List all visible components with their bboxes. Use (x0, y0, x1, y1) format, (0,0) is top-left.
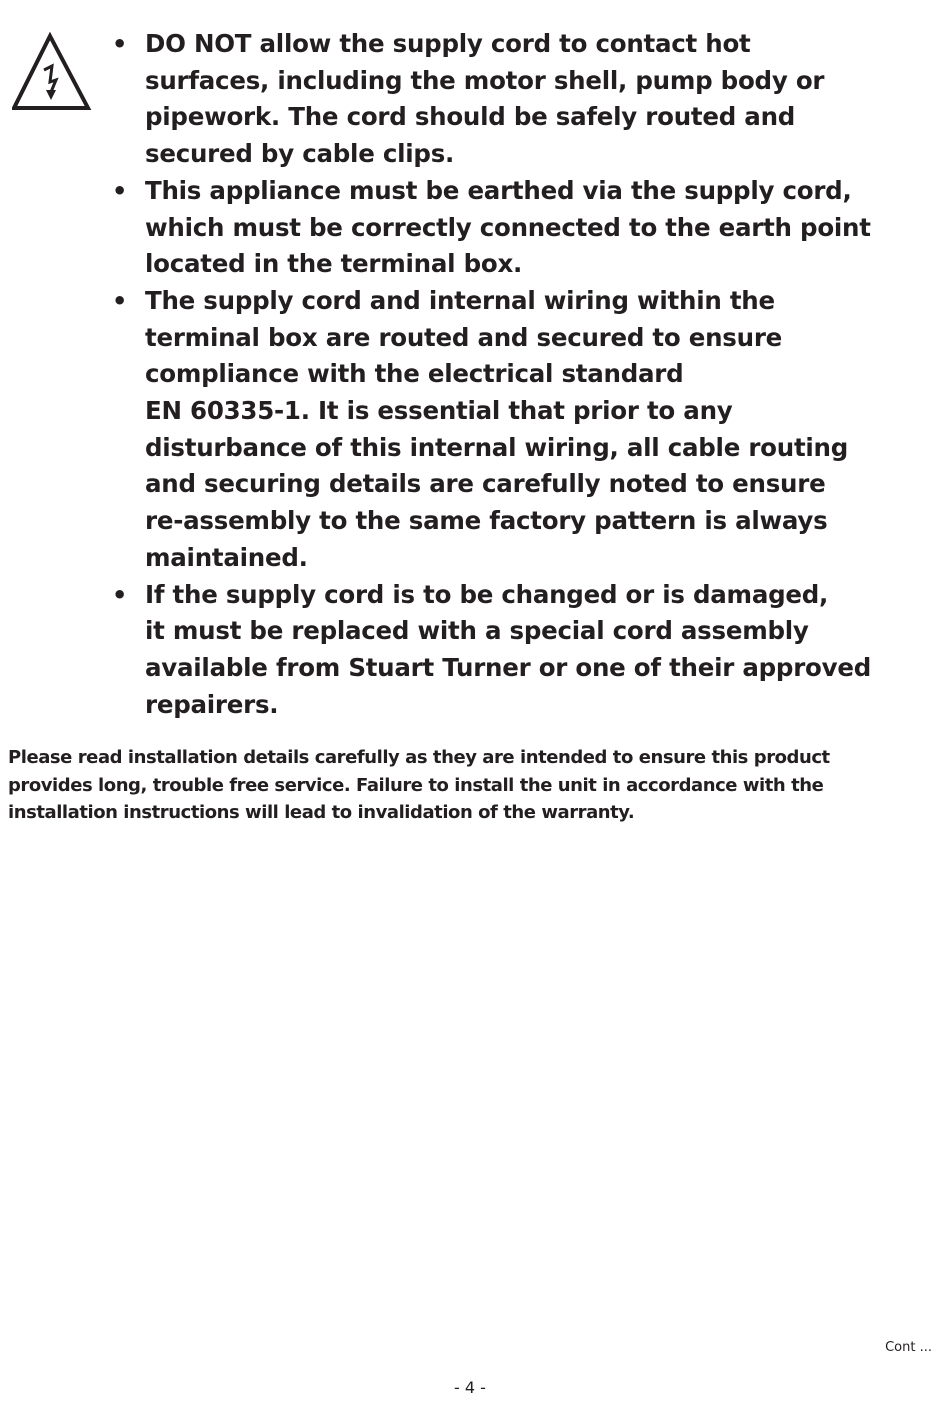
bullet-marker: • (112, 580, 128, 609)
bullet-item-cord-replacement (108, 577, 938, 724)
bullet-item-earthing (108, 173, 938, 283)
bullet-text: This appliance must be earthed via the supply cord, which must be correctly connected to the earth point located in the terminal box. (145, 175, 871, 279)
bullet-item-internal-wiring (108, 283, 938, 577)
electrical-hazard-icon (12, 32, 92, 112)
bullet-text: The supply cord and internal wiring within the terminal box are routed and secured to ensure compliance with the electrical standard EN 60335-1. It is essential that prior to any disturbance of this internal wiring, all cable routing and securing details are carefully noted to ensure re-assembly to the same factory pattern is always maintained. (145, 285, 849, 572)
page-number: - 4 - (454, 1378, 486, 1397)
bullet-marker: • (112, 176, 128, 205)
continued-label: Cont ... (885, 1340, 932, 1355)
bullet-text: DO NOT allow the supply cord to contact hot surfaces, including the motor shell, pump body or pipework. The cord should be safely routed and secured by cable clips. (145, 29, 825, 169)
bullet-item-supply-cord-contact (108, 26, 938, 173)
bullet-text: If the supply cord is to be changed or is damaged, it must be replaced with a special cord assembly available from Stuart Turner or one of their approved repairers. (145, 579, 872, 719)
safety-bullet-list (108, 26, 938, 723)
bullet-marker: • (112, 286, 128, 315)
installation-notice: Please read installation details carefully as they are intended to ensure this product provides long, trouble free service. Failure to install the unit in accordance with the installation instructions will lead to invalidation of the warranty. (8, 747, 830, 823)
bullet-marker: • (112, 30, 128, 58)
